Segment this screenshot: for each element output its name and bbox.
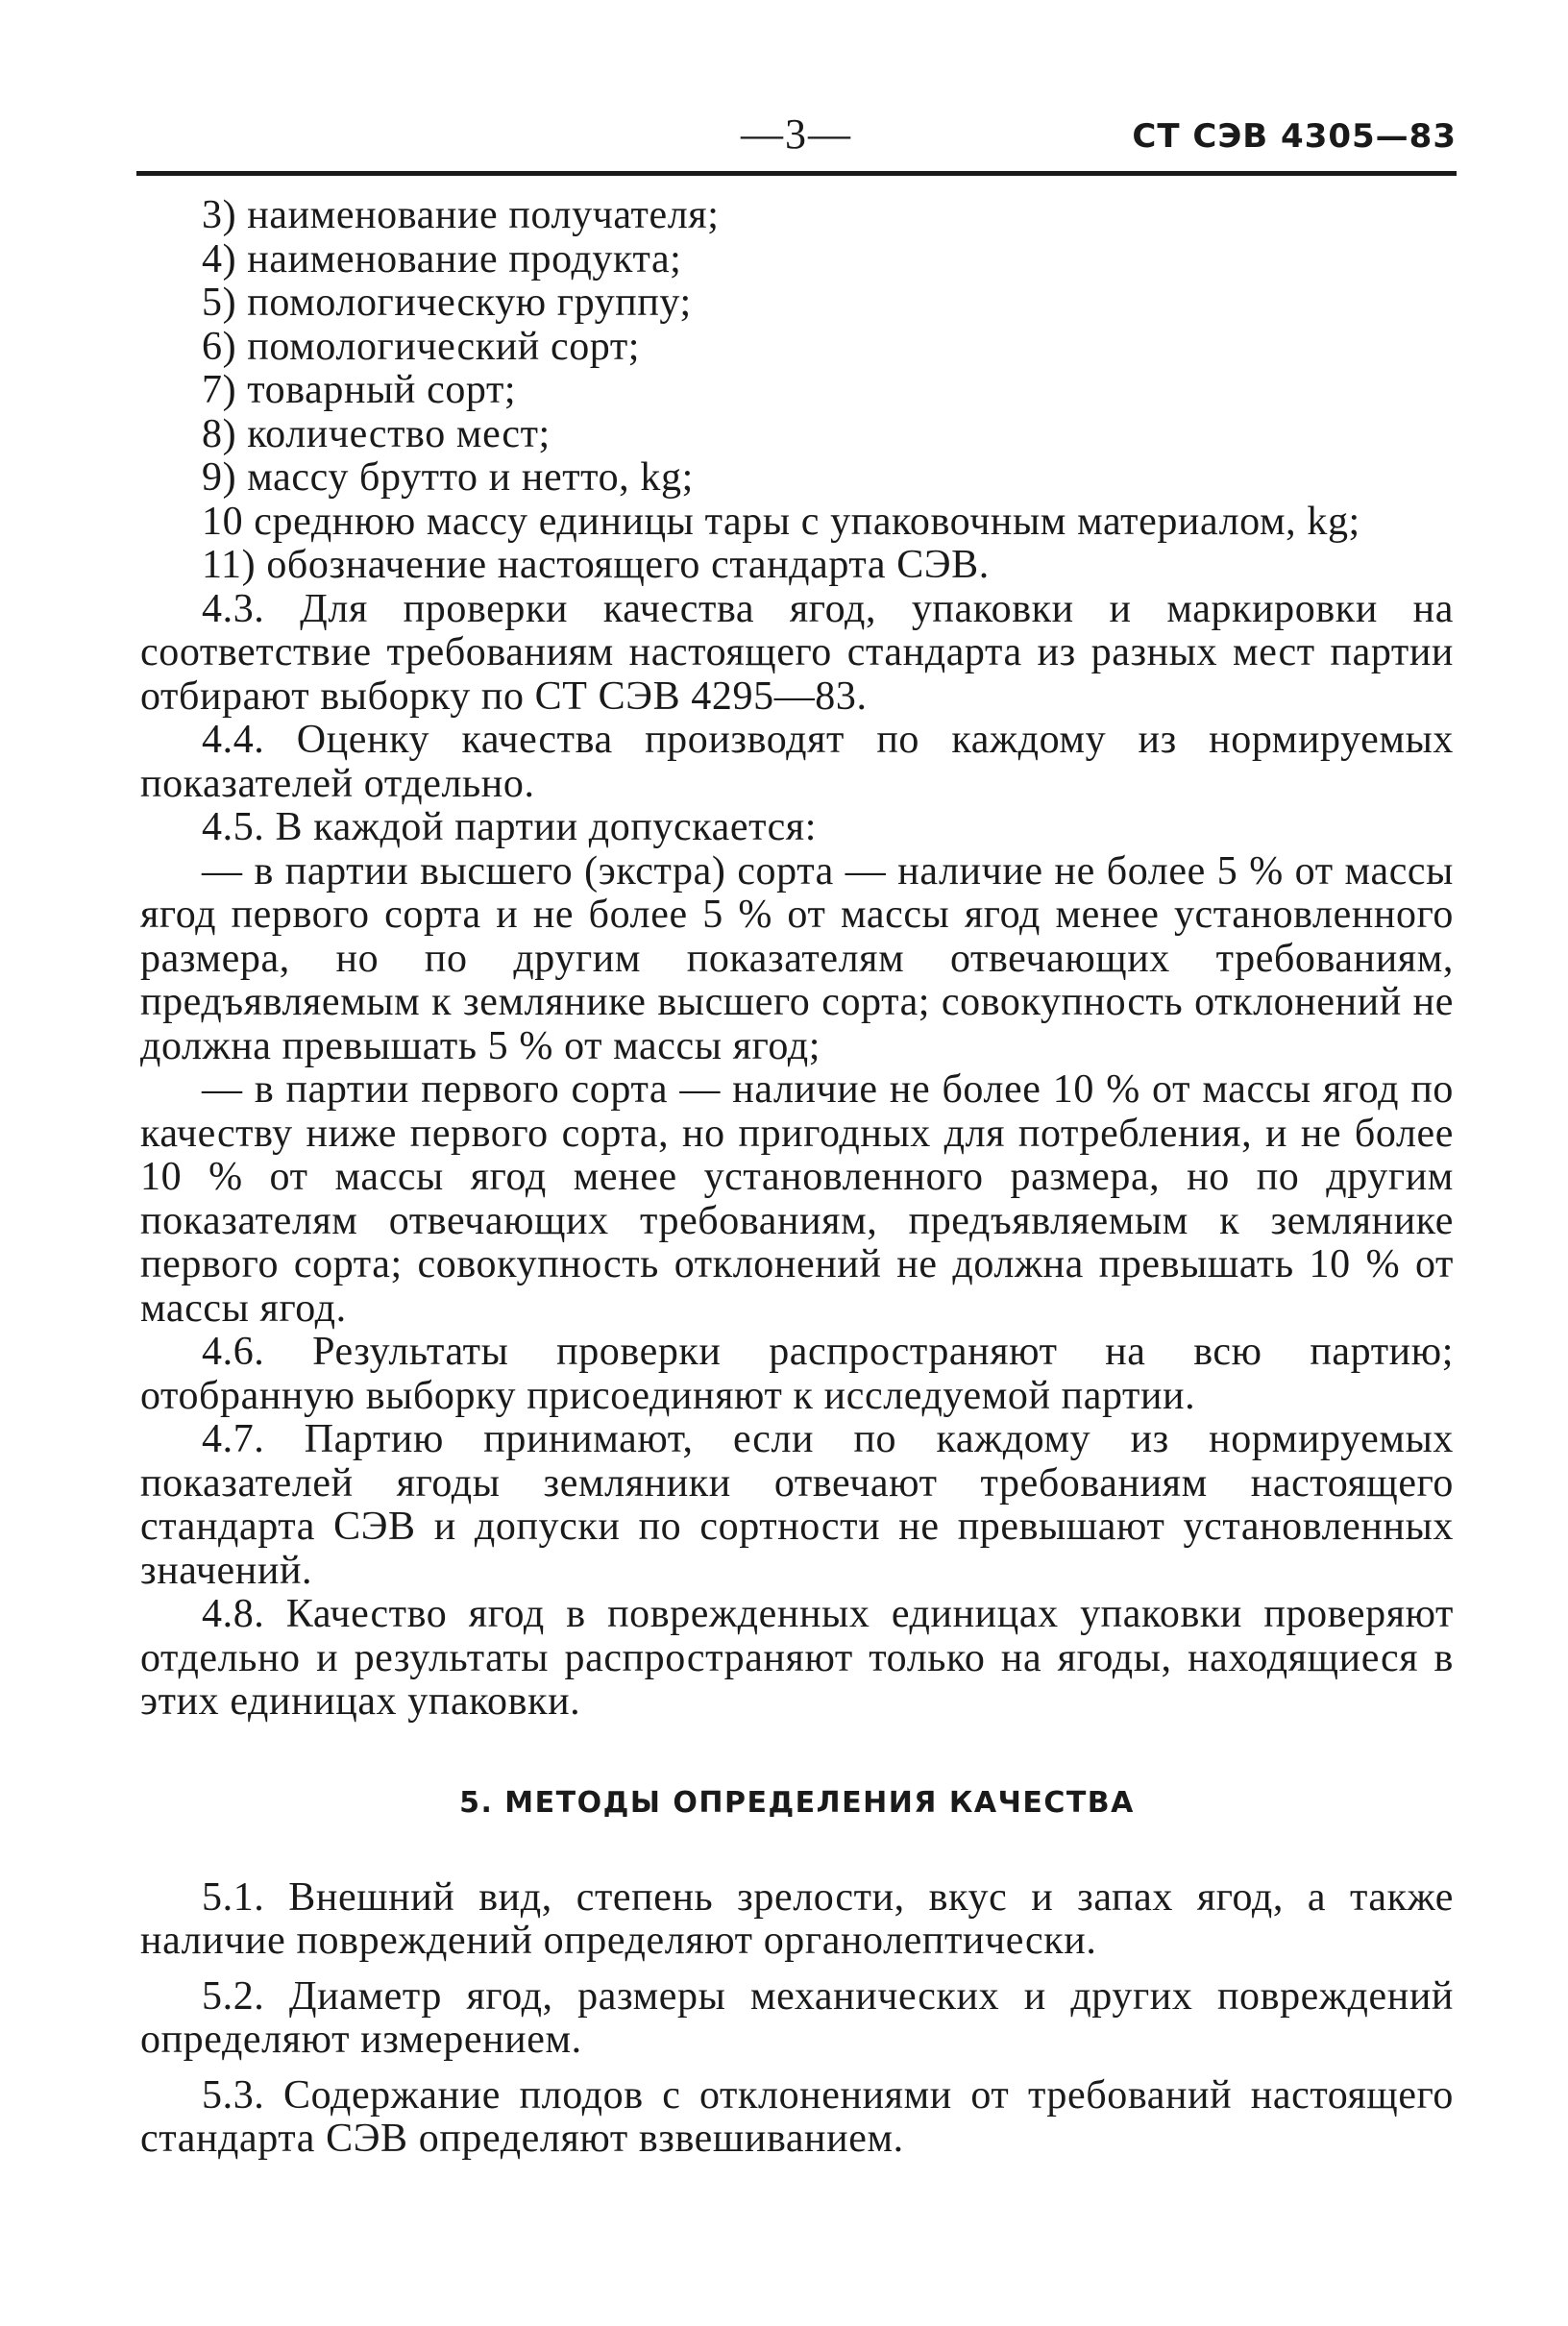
- paragraph-4-6: 4.6. Результаты проверки распространяют на всю партию; отобранную выборку присоединяют к исследуемой партии.: [140, 1330, 1454, 1418]
- list-item: 9) массу брутто и нетто, kg;: [202, 455, 694, 500]
- list-item: 3) наименование получателя;: [202, 193, 720, 237]
- list-item: 8) количество мест;: [202, 411, 551, 456]
- list-item: 10 среднюю массу единицы тары с упаковочным материалом, kg;: [202, 499, 1360, 544]
- paragraph-4-5: 4.5. В каждой партии допускается:: [202, 805, 817, 849]
- list-item: 7) товарный сорт;: [202, 368, 517, 412]
- page-number: —3—: [741, 110, 852, 158]
- paragraph-4-5-extra-grade: — в партии высшего (экстра) сорта — наличие не более 5 % от массы ягод первого сорта и не более 5 % от массы ягод менее установленного размера, но по другим показателям отвечающих требованиям, предъявляемым к землянике высшего сорта; совокупность отклонений не должна превышать 5 % от массы ягод;: [140, 848, 1454, 1068]
- paragraph-5-3: 5.3. Содержание плодов с отклонениями от требований настоящего стандарта СЭВ определяют взвешиванием.: [140, 2072, 1454, 2161]
- page-header: [136, 108, 1457, 161]
- paragraph-4-4: 4.4. Оценку качества производят по каждому из нормируемых показателей отдельно.: [140, 718, 1454, 806]
- list-item: 5) помологическую группу;: [202, 281, 692, 325]
- paragraph-5-2: 5.2. Диаметр ягод, размеры механических и других повреждений определяют измерением.: [140, 1973, 1454, 2062]
- section-title: 5. МЕТОДЫ ОПРЕДЕЛЕНИЯ КАЧЕСТВА: [459, 1785, 1135, 1820]
- document-code: СТ СЭВ 4305—83: [1132, 117, 1457, 156]
- paragraph-4-8: 4.8. Качество ягод в поврежденных единицах упаковки проверяют отдельно и результаты распространяют только на ягоды, находящиеся в этих единицах упаковки.: [140, 1592, 1454, 1724]
- paragraph-4-3: 4.3. Для проверки качества ягод, упаковки и маркировки на соответствие требованиям настоящего стандарта из разных мест партии отбирают выборку по СТ СЭВ 4295—83.: [140, 586, 1454, 719]
- document-body: [140, 194, 1454, 2162]
- paragraph-4-7: 4.7. Партию принимают, если по каждому из нормируемых показателей ягоды земляники отвечают требованиям настоящего стандарта СЭВ и допуски по сортности не превышают установленных значений.: [140, 1417, 1454, 1593]
- paragraph-4-5-first-grade: — в партии первого сорта — наличие не более 10 % от массы ягод по качеству ниже первого сорта, но пригодных для потребления, и не более 10 % от массы ягод менее установленного размера, но по другим показателям отвечающих требованиям, предъявляемым к землянике первого сорта; совокупность отклонений не должна превышать 10 % от массы ягод.: [140, 1067, 1454, 1331]
- list-item: 6) помологический сорт;: [202, 324, 641, 369]
- paragraph-5-1: 5.1. Внешний вид, степень зрелости, вкус и запах ягод, а также наличие повреждений определяют органолептически.: [140, 1874, 1454, 1963]
- header-rule: [136, 171, 1457, 176]
- list-item: 11) обозначение настоящего стандарта СЭВ.: [202, 543, 990, 587]
- list-item: 4) наименование продукта;: [202, 236, 682, 282]
